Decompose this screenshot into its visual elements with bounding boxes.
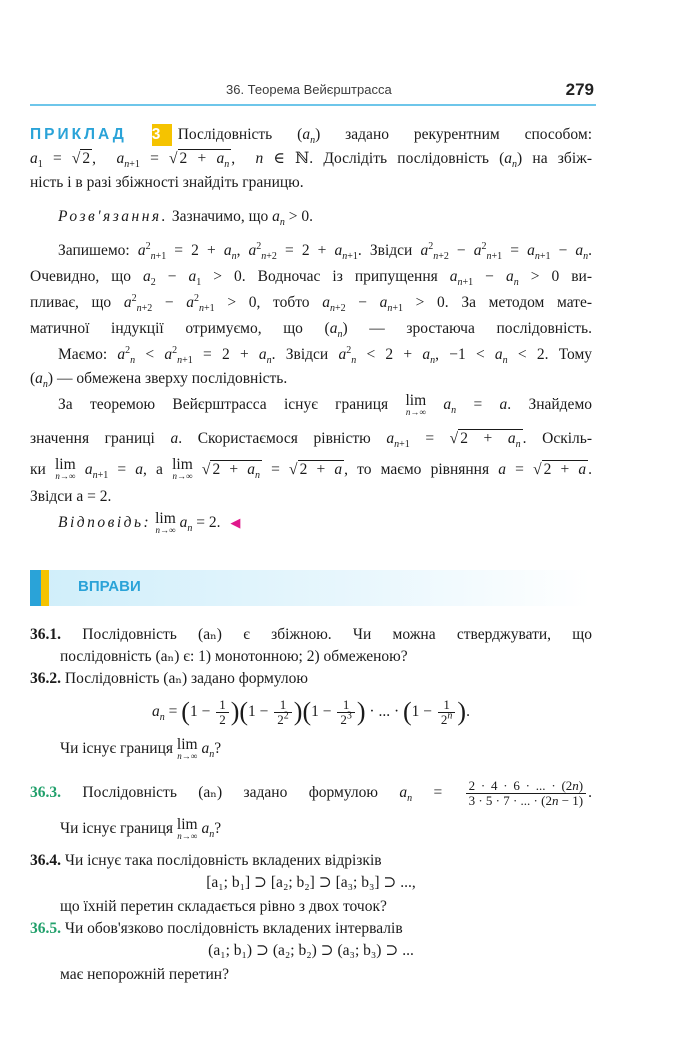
- example-label: ПРИКЛАД: [30, 126, 127, 143]
- exercise-36-1: 36.1. Послідовність (aₙ) є збіжною. Чи можна стверджувати, що: [30, 626, 592, 643]
- solution-intro: Розв'язання. Зазначимо, що $a_n > 0$.: [58, 208, 314, 229]
- answer-line: Відповідь: lim n→∞ $a_n = 2$. ◀: [58, 510, 241, 535]
- header-stripe-yellow: [41, 570, 49, 606]
- solution-line-4: матичної індукції отримуємо, що $(a_n)$ — зростаюча послідовність.: [30, 320, 592, 341]
- exercise-36-2: 36.2. Послідовність (aₙ) задано формулою: [30, 670, 309, 687]
- solution-line-3: пливає, що $a^2_{n+2} - a^2_{n+1} > 0$, тобто $a_{n+2} - a_{n+1} > 0$. За методом мате-: [30, 292, 592, 315]
- exercise-number: 36.5.: [30, 920, 61, 937]
- solution-label: Розв'язання.: [58, 208, 169, 225]
- exercise-36-1-cont: послідовність (aₙ) є: 1) монотонною; 2) обмеженою?: [60, 648, 408, 665]
- end-of-solution-icon: ◀: [230, 515, 241, 530]
- exercise-number: 36.1.: [30, 626, 61, 643]
- header-title: 36. Теорема Вейєрштрасса: [226, 82, 392, 97]
- example-line-2: $a_1$ = √ 2 , $a_{n+1}$ = √ $2 + a_n$ , n ∈ ℕ. Дослідіть послідовність $(a_n)$ на збіж-: [30, 150, 592, 171]
- example-number: 3: [152, 124, 172, 146]
- solution-line-6: $(a_n)$ — обмежена зверху послідовність.: [30, 370, 288, 391]
- solution-line-9: ки lim n→∞ $a_{n+1} = a$, а lim n→∞ √ $2 + a_n$ = √ 2 + a , то маємо рівняння a = √ 2 + a .: [30, 456, 593, 482]
- exercise-36-2-formula: $a_n = (1$ − $\frac{1}{2}$ )(1 − $\frac{1}{2^2}$ )(1 − $\frac{1}{2^3}$ ) · ... · (1 − $\frac{1}{2^n}$ ).: [152, 696, 470, 727]
- answer-label: Відповідь:: [58, 514, 152, 531]
- exercise-36-3: 36.3. Послідовність (aₙ) задано формулою $a_n$ = $\frac{2 \cdot 4 \cdot 6 \cdot ... \cdot (2n)}{3 \cdot 5 \cdot 7 \cdot ... \cdot (2n - 1)}$ .: [30, 777, 593, 808]
- example-line-1: ПРИКЛАД 3 Послідовність $(a_n)$ задано рекурентним способом:: [30, 126, 593, 147]
- exercise-36-5-cont: має непорожній перетин?: [60, 966, 229, 983]
- exercises-header: [30, 570, 590, 606]
- exercise-36-4: 36.4. Чи існує така послідовність вкладених відрізків: [30, 852, 382, 869]
- solution-line-2: Очевидно, що $a_2 - a_1 > 0$. Водночас із припущення $a_{n+1} - a_n > 0$ ви-: [30, 268, 592, 289]
- exercise-number: 36.4.: [30, 852, 61, 869]
- exercise-36-2-question: Чи існує границя lim n→∞ $a_n$?: [60, 736, 222, 761]
- solution-line-1: Запишемо: $a^2_{n+1} = 2 + a_n$, $a^2_{n+2} = 2 + a_{n+1}$. Звідси $a^2_{n+2} - a^2_{n+1} = a_{n+1} - a_n$.: [58, 240, 593, 263]
- exercise-36-3-question: Чи існує границя lim n→∞ $a_n$?: [60, 816, 222, 841]
- exercise-36-5-formula: (a₁; b₁) ⊃ (a₂; b₂) ⊃ (a₃; b₃) ⊃ ...: [208, 942, 414, 959]
- exercises-title: ВПРАВИ: [78, 578, 141, 595]
- solution-line-7: За теоремою Вейєрштрасса існує границя lim n→∞ $a_n = a$. Знайдемо: [58, 392, 592, 417]
- exercise-number: 36.3.: [30, 784, 61, 801]
- solution-line-8: значення границі a. Скористаємося рівністю $a_{n+1}$ = √ $2 + a_n$ . Оскіль-: [30, 430, 593, 451]
- header-stripe-blue: [30, 570, 41, 606]
- exercise-36-4-formula: [a₁; b₁] ⊃ [a₂; b₂] ⊃ [a₃; b₃] ⊃ ...,: [206, 874, 416, 891]
- page-number: 279: [565, 80, 594, 99]
- exercise-36-4-cont: що їхній перетин складається рівно з двох точок?: [60, 898, 387, 915]
- solution-result: Звідси a = 2.: [30, 488, 112, 505]
- exercise-number: 36.2.: [30, 670, 61, 687]
- running-header: [30, 78, 596, 106]
- solution-line-5: Маємо: $a^2_n < a^2_{n+1} = 2 + a_n$. Звідси $a^2_n < 2 + a_n$, $-1 < a_n < 2$. Тому: [58, 344, 593, 367]
- exercise-36-5: 36.5. Чи обов'язково послідовність вкладених інтервалів: [30, 920, 403, 937]
- example-line-3: ність і в разі збіжності знайдіть границю.: [30, 174, 304, 191]
